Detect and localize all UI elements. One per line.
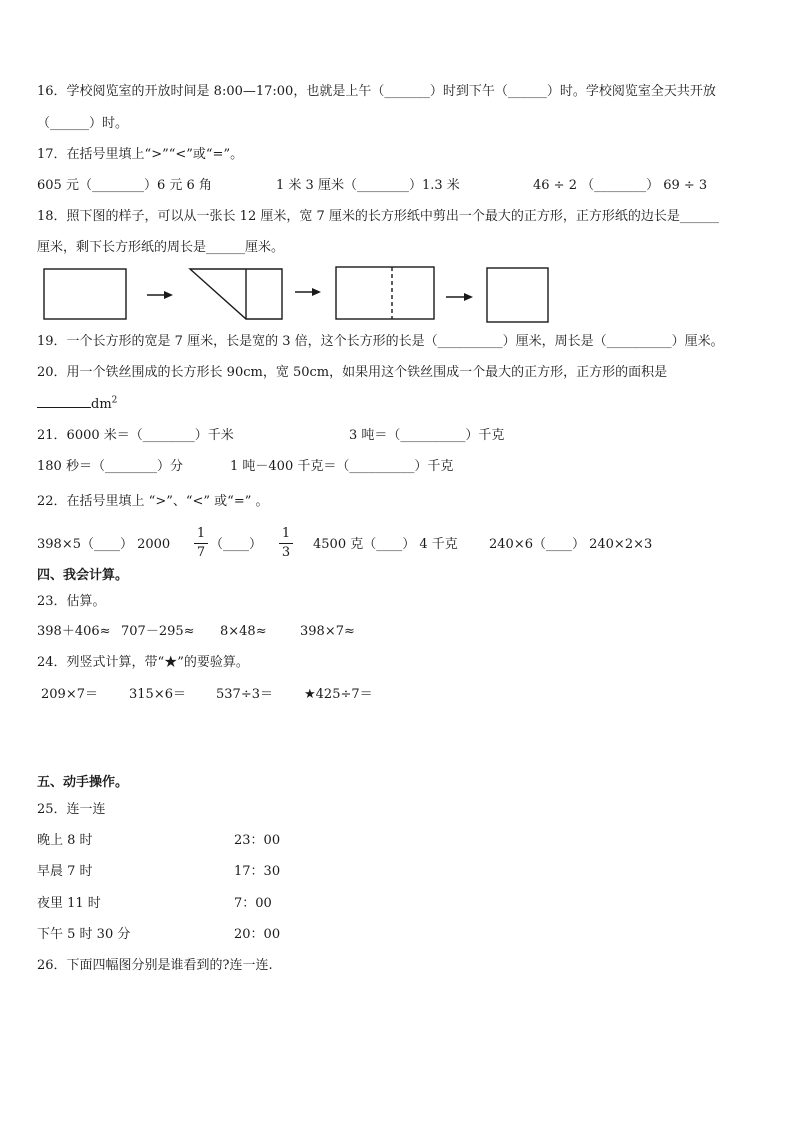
q21-item-4: 1 吨－400 千克＝（__________）千克 [230,459,454,474]
folded-rectangle [190,269,282,319]
q17-stem: 17．在括号里填上“>”“<”或“=”。 [37,147,244,162]
q22-item-b: 4500 克（____） 4 千克 [313,537,458,552]
q21-item-3: 180 秒＝（________）分 [37,459,183,474]
q24-item-1: 209×7＝ [41,687,98,702]
q25-right-2[interactable]: 17：30 [234,864,281,879]
q23-stem: 23．估算。 [37,594,106,609]
q25-right-3[interactable]: 7：00 [234,896,272,911]
q23-item-4: 398×7≈ [300,624,355,639]
unfolded-rectangle [336,267,434,319]
section-5-title: 五、动手操作。 [37,775,129,790]
section-4-title: 四、我会计算。 [37,568,129,583]
q23-item-1: 398＋406≈ [37,624,111,639]
q16-line2: （______）时。 [37,116,129,131]
q25-left-3[interactable]: 夜里 11 时 [37,896,101,911]
q25-right-1[interactable]: 23：00 [234,833,281,848]
q25-left-4[interactable]: 下午 5 时 30 分 [37,927,131,942]
q25-right-4[interactable]: 20：00 [234,927,281,942]
q22-stem: 22．在括号里填上 “>”、“<” 或“=” 。 [37,494,269,509]
q17-item-3: 46 ÷ 2 （________） 69 ÷ 3 [533,178,708,193]
q22-fraction-2: $\frac{1}{3}$ [279,526,293,561]
q18-line1: 18．照下图的样子，可以从一张长 12 厘米，宽 7 厘米的长方形纸中剪出一个最大的正方形，正方形纸的边长是______ [37,209,719,224]
result-square [487,268,548,322]
q18-line2: 厘米，剩下长方形纸的周长是______厘米。 [37,240,285,255]
q16-line1: 16．学校阅览室的开放时间是 8:00—17:00，也就是上午（_______）时到下午（______）时。学校阅览室全天共开放 [37,84,716,99]
q24-item-2: 315×6＝ [129,687,186,702]
q25-left-2[interactable]: 早晨 7 时 [37,864,93,879]
original-rectangle [44,269,126,319]
q22-item-a: 398×5（____） 2000 [37,537,171,552]
q22-item-c: 240×6（____） 240×2×3 [489,537,653,552]
q23-item-3: 8×48≈ [220,624,267,639]
q22-paren: （____） [210,537,263,552]
q24-item-3: 537÷3＝ [216,687,273,702]
q21-item-1: 21．6000 米＝（________）千米 [37,428,234,443]
q24-item-4: ★425÷7＝ [304,687,373,702]
arrow-right-icon [147,291,173,299]
q25-left-1[interactable]: 晚上 8 时 [37,833,93,848]
q22-fraction-1: $\frac{1}{7}$ [194,526,208,561]
q24-stem: 24．列竖式计算，带“★”的要验算。 [37,655,249,670]
q23-item-2: 707－295≈ [121,624,195,639]
q21-item-2: 3 吨＝（__________）千克 [349,428,505,443]
q20-line2: $dm^2$ [37,395,117,414]
q25-stem: 25．连一连 [37,802,106,817]
q18-cut-square-figure [40,264,560,324]
arrow-right-icon [295,288,321,296]
arrow-right-icon [446,293,473,301]
q17-item-1: 605 元（________）6 元 6 角 [37,178,212,193]
q20-answer-blank[interactable] [37,395,91,408]
q19-text: 19．一个长方形的宽是 7 厘米，长是宽的 3 倍，这个长方形的长是（__________）厘米，周长是（__________）厘米。 [37,334,724,349]
q17-item-2: 1 米 3 厘米（________）1.3 米 [276,178,460,193]
q26-text: 26．下面四幅图分别是谁看到的?连一连. [37,958,273,973]
q20-line1: 20．用一个铁丝围成的长方形长 90cm，宽 50cm，如果用这个铁丝围成一个最大的正方形，正方形的面积是 [37,365,668,380]
